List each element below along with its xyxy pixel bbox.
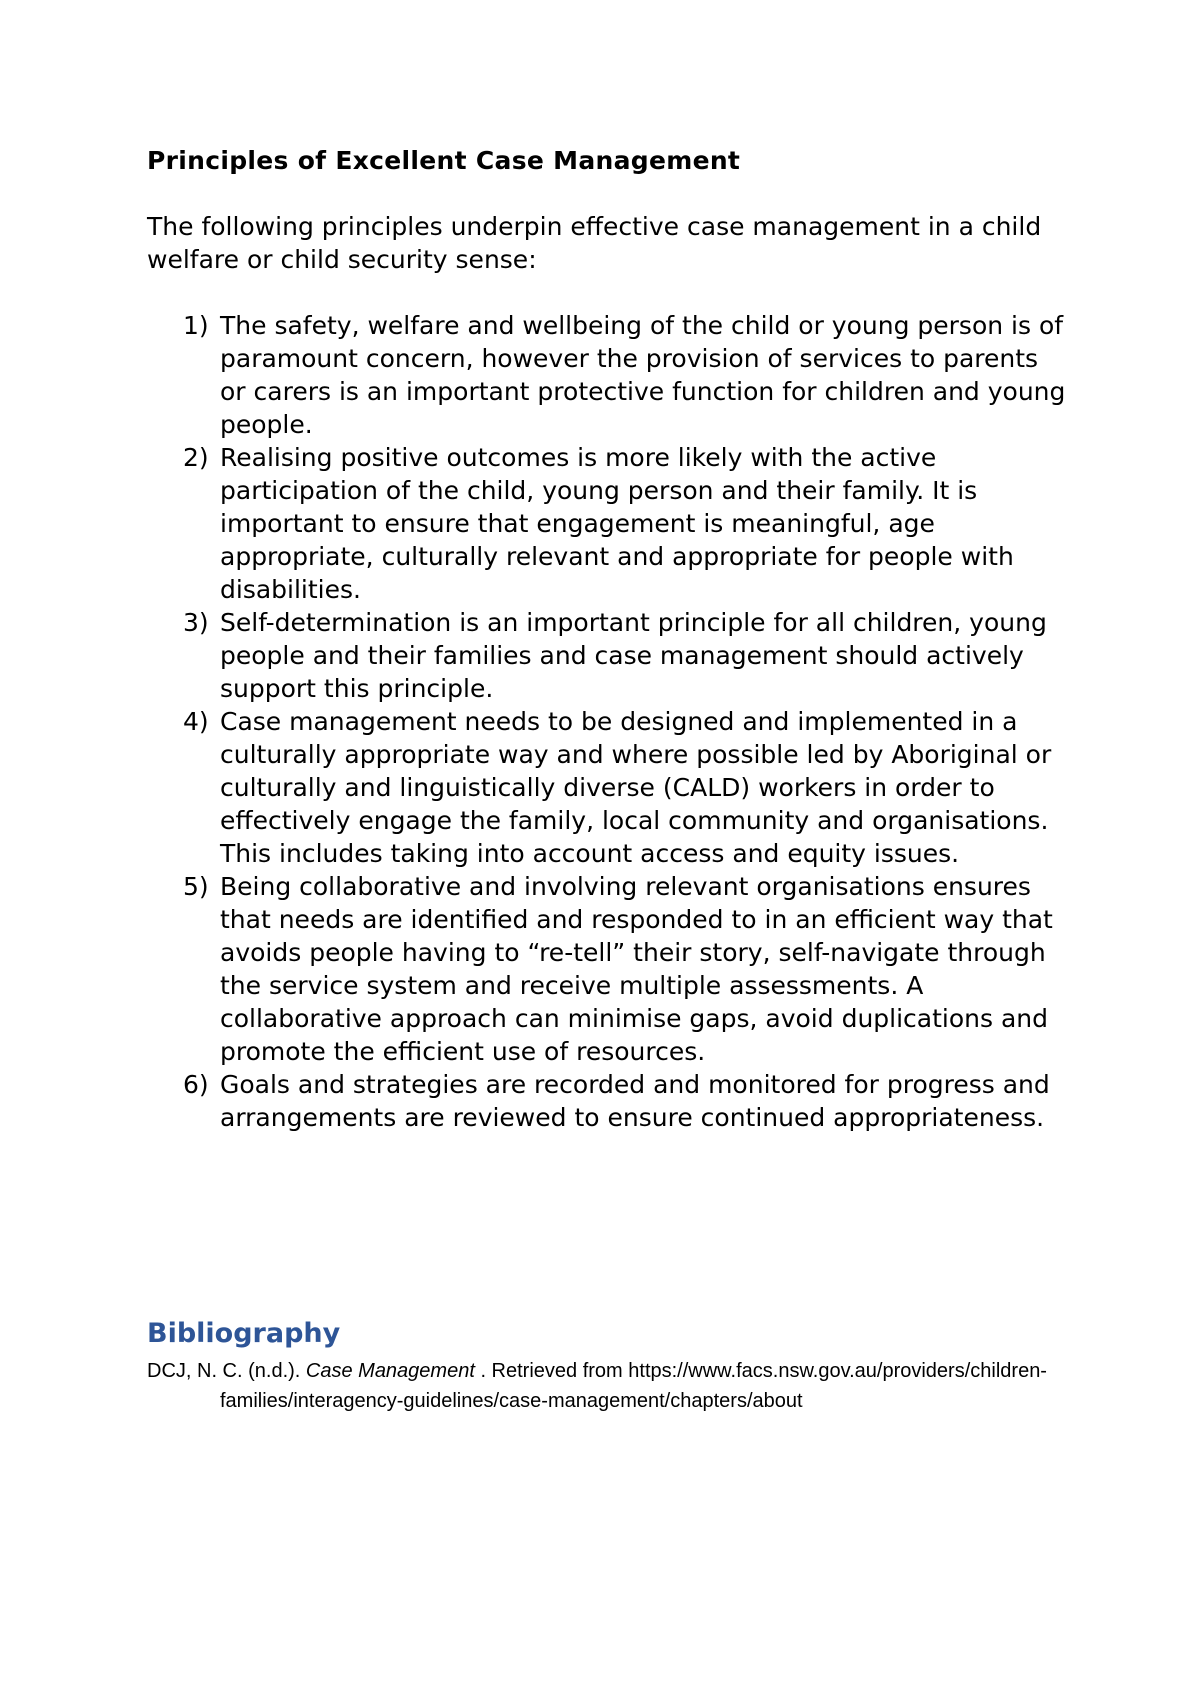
principle-text: Case management needs to be designed and implemented in a culturally appropriate way and where possible led by Aboriginal or culturally and linguistically diverse (CALD) workers in order to effectively engage the family, local community and organisations. This includes taking into account access and equity issues. — [220, 707, 1052, 868]
principle-text: Realising positive outcomes is more likely with the active participation of the child, young person and their family. It is important to ensure that engagement is meaningful, age appropriate, culturally relevant and appropriate for people with disabilities. — [220, 443, 1014, 604]
principle-item — [147, 1068, 1070, 1134]
document-body — [147, 144, 1087, 1134]
principle-number: 5) — [183, 872, 209, 901]
bibliography-heading: Bibliography — [147, 1318, 341, 1349]
principle-item — [147, 705, 1070, 870]
bibliography-author: DCJ, N. C. (n.d.). — [147, 1360, 306, 1382]
principle-text: Being collaborative and involving relevant organisations ensures that needs are identified and responded to in an efficient way that avoids people having to “re-tell” their story, self-navigate through the service system and receive multiple assessments. A collaborative approach can minimise gaps, avoid duplications and promote the efficient use of resources. — [220, 872, 1053, 1066]
principle-item — [147, 309, 1070, 441]
principle-number: 6) — [183, 1070, 209, 1099]
principle-item — [147, 606, 1070, 705]
bibliography-entry — [147, 1356, 1080, 1416]
principle-number: 1) — [183, 311, 209, 340]
bibliography-retrieved: . Retrieved from https://www.facs.nsw.gov.au/providers/children-families/interagency-guidelines/case-management/chapters/about — [220, 1360, 1047, 1412]
principle-number: 3) — [183, 608, 209, 637]
bibliography-title: Case Management — [305, 1360, 475, 1382]
principle-number: 2) — [183, 443, 209, 472]
principle-text: Goals and strategies are recorded and monitored for progress and arrangements are reviewed to ensure continued appropriateness. — [220, 1070, 1050, 1132]
principles-list — [147, 309, 1087, 1134]
principle-item — [147, 870, 1070, 1068]
intro-paragraph: The following principles underpin effective case management in a child welfare or child security sense: — [147, 212, 1042, 274]
bibliography-section — [147, 1316, 1087, 1416]
document-title: Principles of Excellent Case Management — [147, 146, 741, 175]
principle-item — [147, 441, 1070, 606]
principle-text: The safety, welfare and wellbeing of the child or young person is of paramount concern, however the provision of services to parents or carers is an important protective function for children and young people. — [220, 311, 1066, 439]
principle-number: 4) — [183, 707, 209, 736]
principle-text: Self-determination is an important principle for all children, young people and their families and case management should actively support this principle. — [220, 608, 1047, 703]
